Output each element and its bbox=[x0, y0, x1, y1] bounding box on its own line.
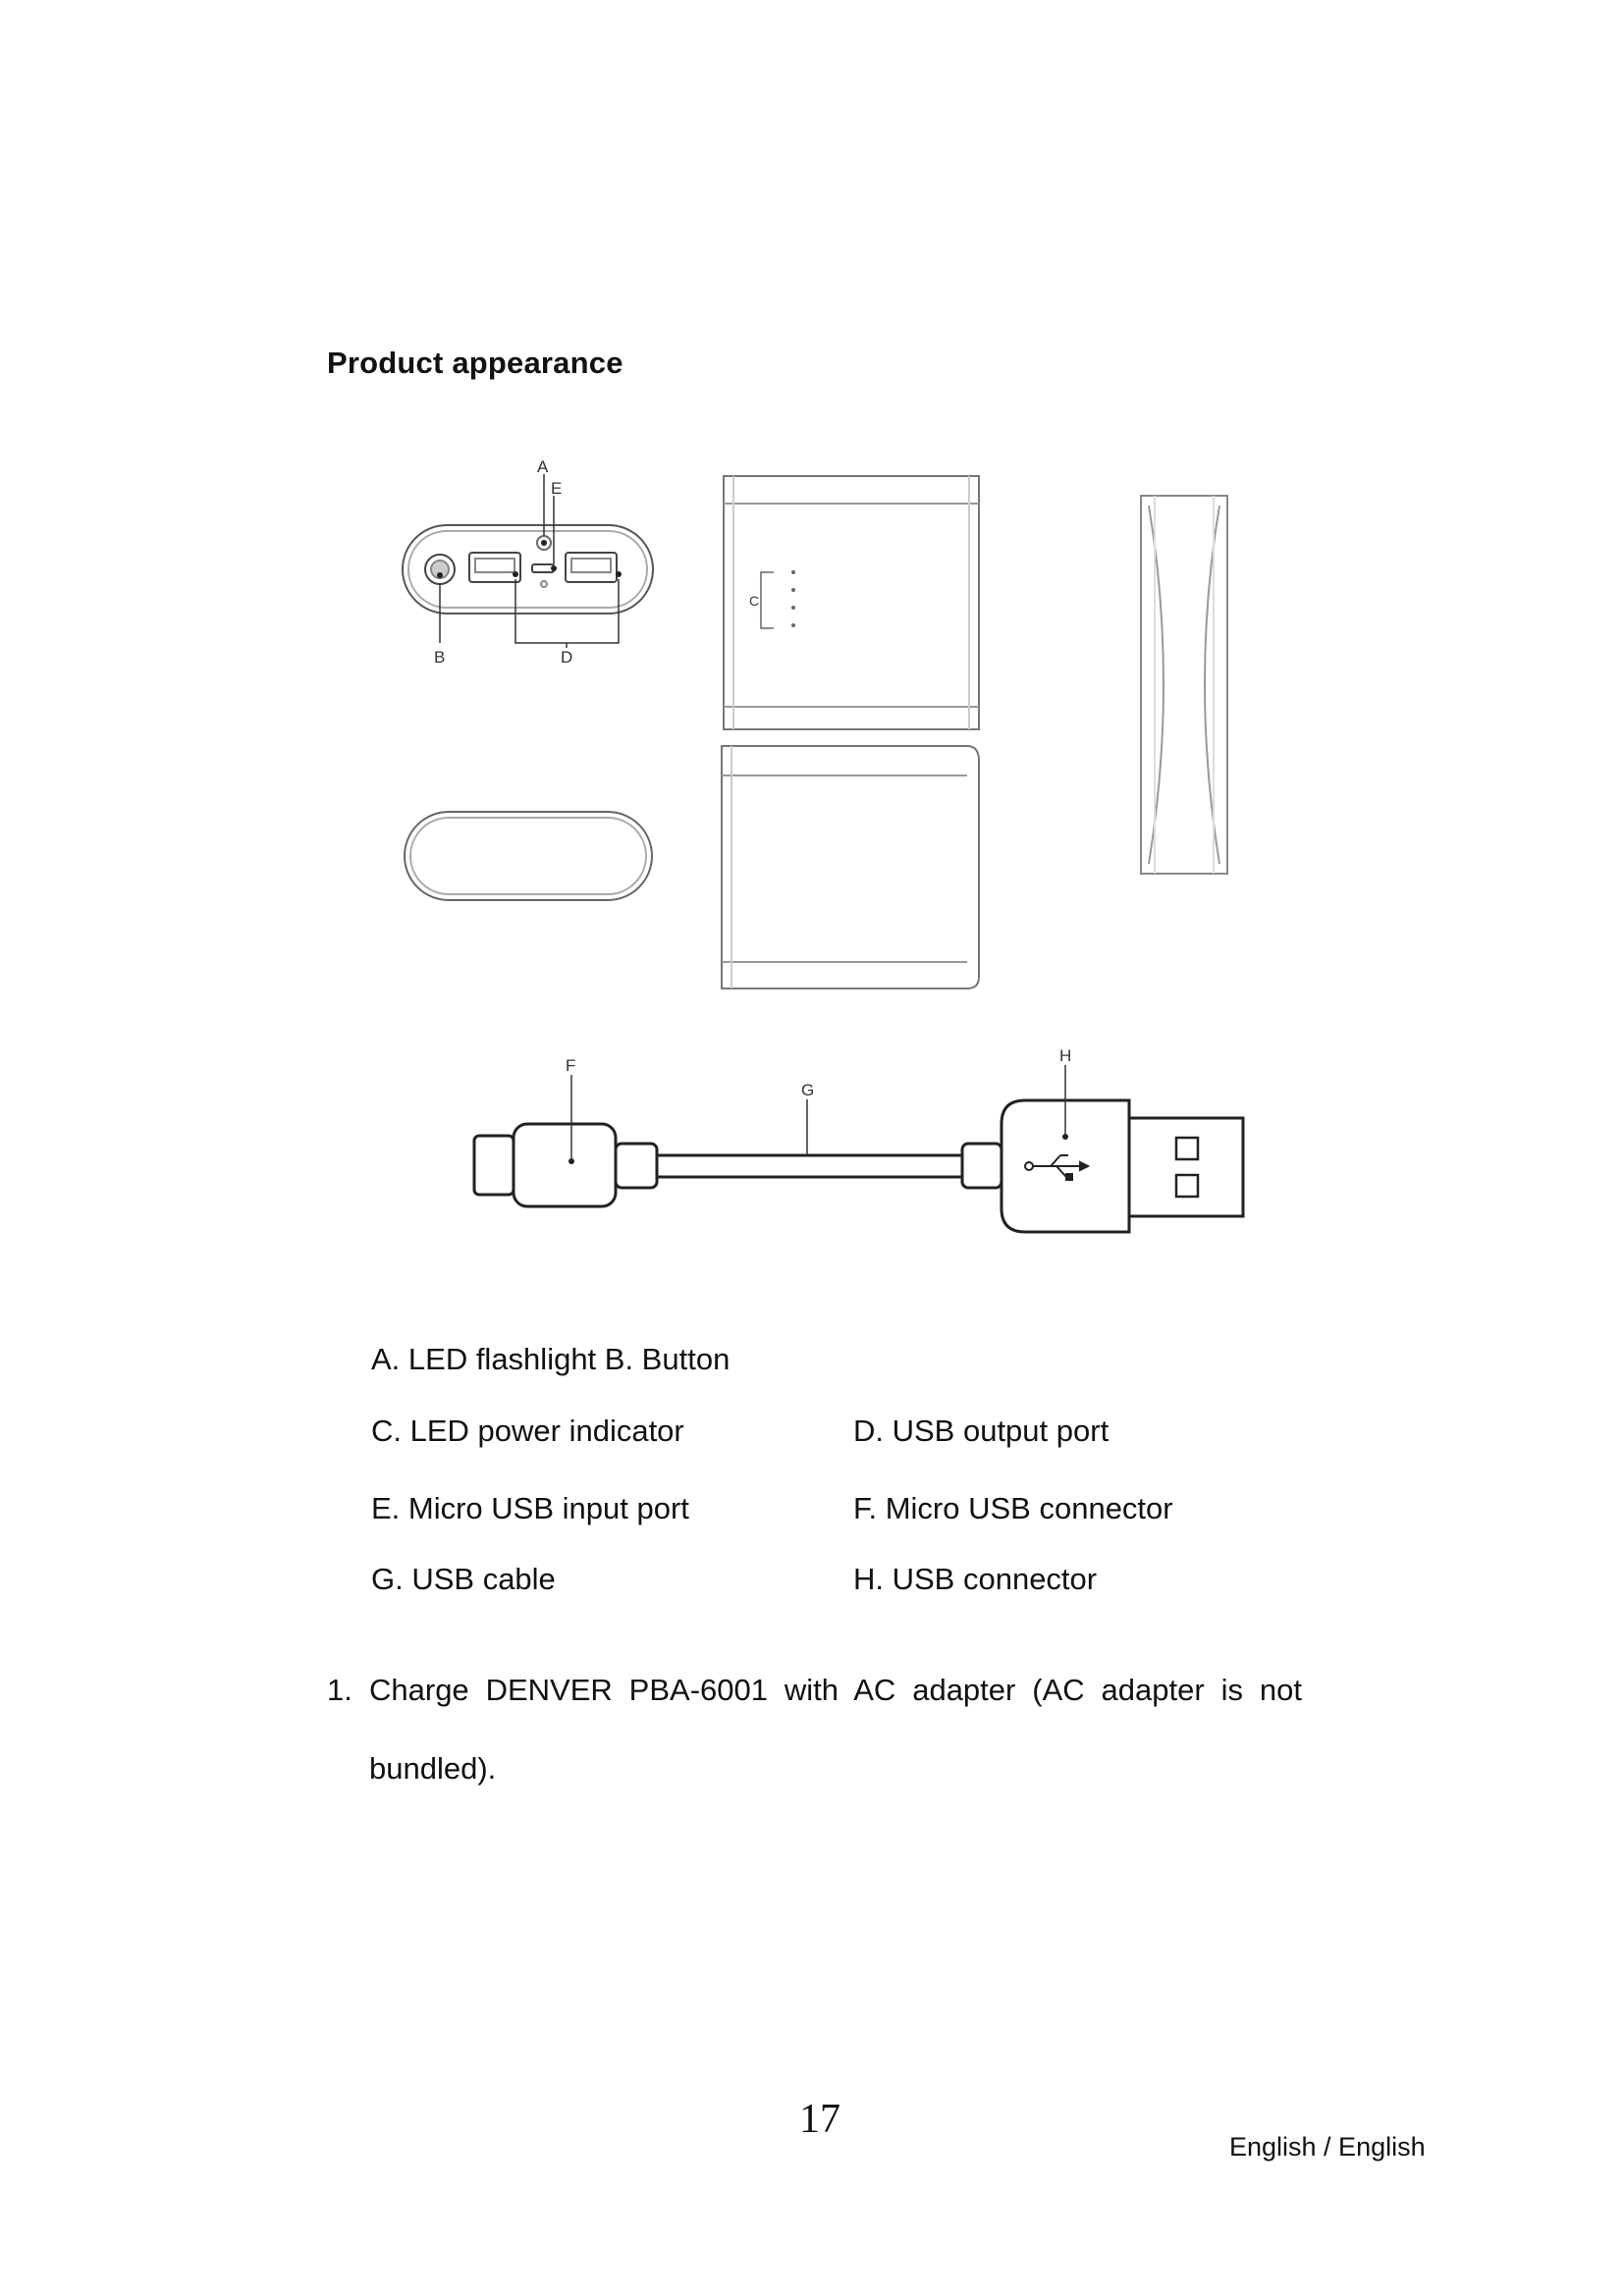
page-number: 17 bbox=[799, 2097, 840, 2142]
legend-led-power-indicator: C. LED power indicator bbox=[371, 1414, 684, 1448]
legend-usb-output-port: D. USB output port bbox=[853, 1414, 1110, 1448]
callout-g: G bbox=[801, 1081, 815, 1099]
callout-a: A bbox=[537, 457, 549, 476]
section-heading: Product appearance bbox=[327, 346, 623, 380]
bottom-view bbox=[722, 746, 979, 988]
legend-micro-usb-connector: F. Micro USB connector bbox=[853, 1491, 1173, 1525]
legend-row-1: A. LED flashlight B. Button bbox=[371, 1342, 731, 1376]
legend-usb-connector: H. USB connector bbox=[853, 1562, 1098, 1596]
product-diagram-svg bbox=[373, 447, 1257, 1252]
legend-micro-usb-input-port: E. Micro USB input port bbox=[371, 1491, 689, 1525]
product-diagram bbox=[373, 447, 1257, 1252]
usb-cable-drawing bbox=[474, 1100, 1243, 1232]
callout-h: H bbox=[1059, 1046, 1072, 1065]
top-view bbox=[724, 476, 979, 729]
callout-c: C bbox=[749, 593, 760, 609]
step-number: 1. bbox=[327, 1673, 352, 1707]
callout-b: B bbox=[434, 648, 446, 667]
rear-end-view bbox=[405, 812, 652, 900]
legend-usb-cable: G. USB cable bbox=[371, 1562, 556, 1596]
footer-language: English / English bbox=[1229, 2132, 1426, 2162]
callout-e: E bbox=[551, 479, 563, 498]
callout-d: D bbox=[561, 648, 573, 667]
step-text: Charge DENVER PBA-6001 with AC adapter (AC adapter is not bundled). bbox=[369, 1673, 1302, 1786]
callout-leaders bbox=[440, 474, 619, 648]
callout-f: F bbox=[566, 1056, 576, 1075]
side-view bbox=[1141, 496, 1227, 874]
